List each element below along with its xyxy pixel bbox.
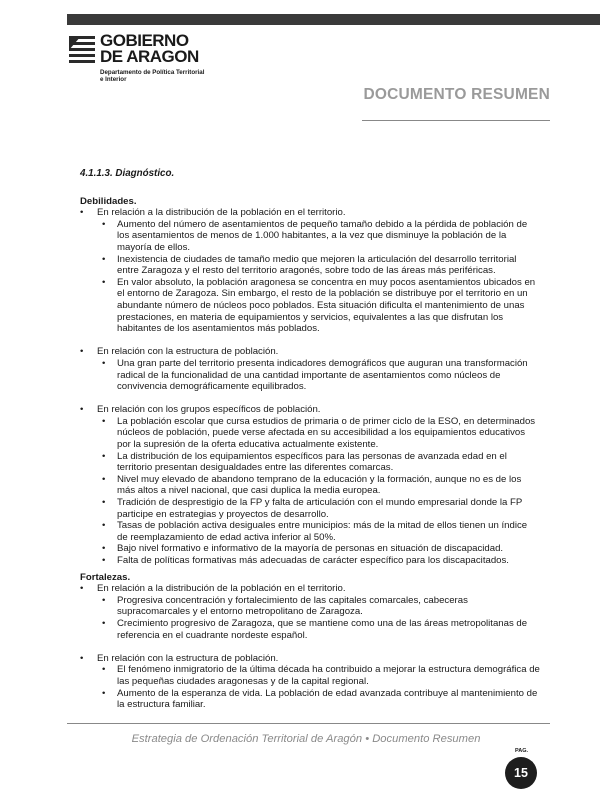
list-item-text: El fenómeno inmigratorio de la última década ha contribuido a mejorar la estructura demográfica de las pequeñas ciudades aragonesas y de la capital regional.: [117, 664, 540, 687]
list-item: [80, 219, 540, 254]
list-item-text: Inexistencia de ciudades de tamaño medio que mejoren la articulación del desarrollo territorial entre Zaragoza y el resto del territorio aragonés, sobre todo de las áreas más periféricas.: [117, 253, 517, 277]
list-item-text: La población escolar que cursa estudios de primaria o de primer ciclo de la ESO, en determinados núcleos de población, puede verse afectada en su accesibilidad a los equipamientos educativos por la supresión de la oferta educativa actualmente existente.: [117, 415, 536, 451]
bullet: •: [80, 207, 84, 219]
section-heading: 4.1.1.3. Diagnóstico.: [80, 168, 175, 179]
list-item-text: Tradición de desprestigio de la FP y falta de articulación con el mundo empresarial donde la FP participe en estrategias y proyectos de desarrollo.: [117, 497, 523, 520]
bullet: •: [102, 473, 106, 485]
list-item-text: Bajo nivel formativo e informativo de la mayoría de personas en situación de discapacidad.: [117, 543, 504, 555]
document-title: DOCUMENTO RESUMEN: [363, 86, 550, 103]
list-item-text: Progresiva concentración y fortalecimiento de las capitales comarcales, cabeceras supracomarcales y el entorno metropolitano de Zaragoza.: [117, 594, 468, 618]
list-item: [80, 595, 540, 618]
header-bar: [67, 14, 600, 25]
footer-title: Estrategia de Ordenación Territorial de Aragón • Documento Resumen: [131, 733, 481, 745]
page-number-badge: 15: [505, 757, 537, 789]
list-item: [80, 451, 540, 474]
bullet: •: [80, 404, 84, 416]
list-item-text: Aumento del número de asentamientos de pequeño tamaño debido a la pérdida de población de los asentamientos de menos de 1.000 habitantes, a la vez que disminuye la población de la mayoría de ellos.: [117, 218, 528, 253]
logo-text-gobierno: GOBIERNO: [100, 31, 189, 50]
group-title-text: En relación con la estructura de población.: [97, 652, 279, 664]
bullet: •: [80, 346, 84, 358]
list-item: [80, 664, 540, 687]
logo-text-aragon: DE ARAGON: [100, 47, 199, 66]
document-body: [80, 168, 540, 711]
bullet: •: [102, 543, 106, 555]
bullet: •: [102, 617, 106, 629]
list-item: [80, 277, 540, 335]
bullet: •: [80, 583, 84, 595]
list-item-text: En valor absoluto, la población aragonesa se concentra en muy pocos asentamientos ubicados en el entorno de Zaragoza. Sin embargo, el resto de la población se distribuye por el territorio en un abundante número de núcleos poco poblados. Esta situación dificulta el mantenimiento de unas prestaciones, en materia de equipamientos y servicios, equivalentes a las que disfrutan los habitantes de los asentamientos más poblados.: [117, 276, 536, 335]
list-item-text: Aumento de la esperanza de vida. La población de edad avanzada contribuye al mantenimiento de la estructura familiar.: [117, 687, 538, 711]
list-item: [80, 416, 540, 451]
footer-divider: [67, 723, 550, 724]
bullet: •: [102, 664, 106, 676]
list-item: [80, 555, 540, 567]
group-title: [80, 346, 540, 358]
list-item: [80, 543, 540, 555]
group-title: [80, 583, 540, 595]
bullet: •: [102, 687, 106, 699]
list-item-text: Una gran parte del territorio presenta indicadores demográficos que auguran una transformación radical de la funcionalidad de una cantidad importante de asentamientos como núcleos de convivencia demográficamente equilibrados.: [117, 357, 528, 393]
list-item-text: Tasas de población activa desiguales entre municipios: más de la mitad de ellos tienen un índice de reemplazamiento de edad activa inferior al 50%.: [117, 520, 528, 543]
logo-department-line2: e Interior: [100, 76, 127, 83]
bullet: •: [102, 520, 106, 532]
group-title-text: En relación con la estructura de población.: [97, 346, 279, 358]
list-item-text: La distribución de los equipamientos específicos para las personas de avanzada edad en el territorio presentan desigualdades entre las diferentes comarcas.: [117, 450, 507, 474]
bullet: •: [102, 555, 106, 566]
bullet: •: [102, 594, 106, 606]
list-item: [80, 254, 540, 277]
page-label: PAG.: [515, 748, 529, 754]
bullet: •: [102, 253, 106, 265]
gobierno-aragon-logo: [67, 32, 227, 94]
bullet: •: [102, 357, 106, 369]
group-title-text: En relación con los grupos específicos de población.: [97, 404, 321, 416]
group-title: [80, 653, 540, 665]
list-item: [80, 358, 540, 393]
logo-department-line1: Departamento de Política Territorial: [100, 69, 205, 76]
bullet: •: [102, 218, 106, 230]
list-item: [80, 618, 540, 641]
list-item-text: Nivel muy elevado de abandono temprano de la educación y la formación, aunque no es de los más altos a nivel nacional, que casi duplica la media europea.: [117, 473, 522, 497]
group-title: [80, 207, 540, 219]
list-item-text: Falta de políticas formativas más adecuadas de carácter específico para los discapacitados.: [117, 555, 509, 566]
group-title-text: En relación a la distribución de la población en el territorio.: [97, 583, 346, 595]
list-item: [80, 474, 540, 497]
aragon-emblem-icon: [67, 34, 97, 66]
list-item-text: Crecimiento progresivo de Zaragoza, que se mantiene como una de las áreas metropolitanas de referencia en el cuadrante nordeste español.: [117, 617, 528, 641]
bullet: •: [80, 652, 84, 664]
group-title-text: En relación a la distribución de la población en el territorio.: [97, 207, 346, 219]
bullet: •: [102, 497, 106, 509]
list-item: [80, 688, 540, 711]
bullet: •: [102, 415, 106, 427]
bullet: •: [102, 276, 106, 288]
group-title: [80, 404, 540, 416]
category-debilidades: Debilidades.: [80, 195, 137, 207]
list-item: [80, 520, 540, 543]
category-fortalezas: Fortalezas.: [80, 571, 131, 583]
category-label: Fortalezas: [80, 571, 128, 583]
bullet: •: [102, 450, 106, 462]
header-divider: [362, 120, 550, 121]
list-item: [80, 497, 540, 520]
logo-department: [100, 69, 240, 83]
category-label: Debilidades: [80, 195, 134, 207]
